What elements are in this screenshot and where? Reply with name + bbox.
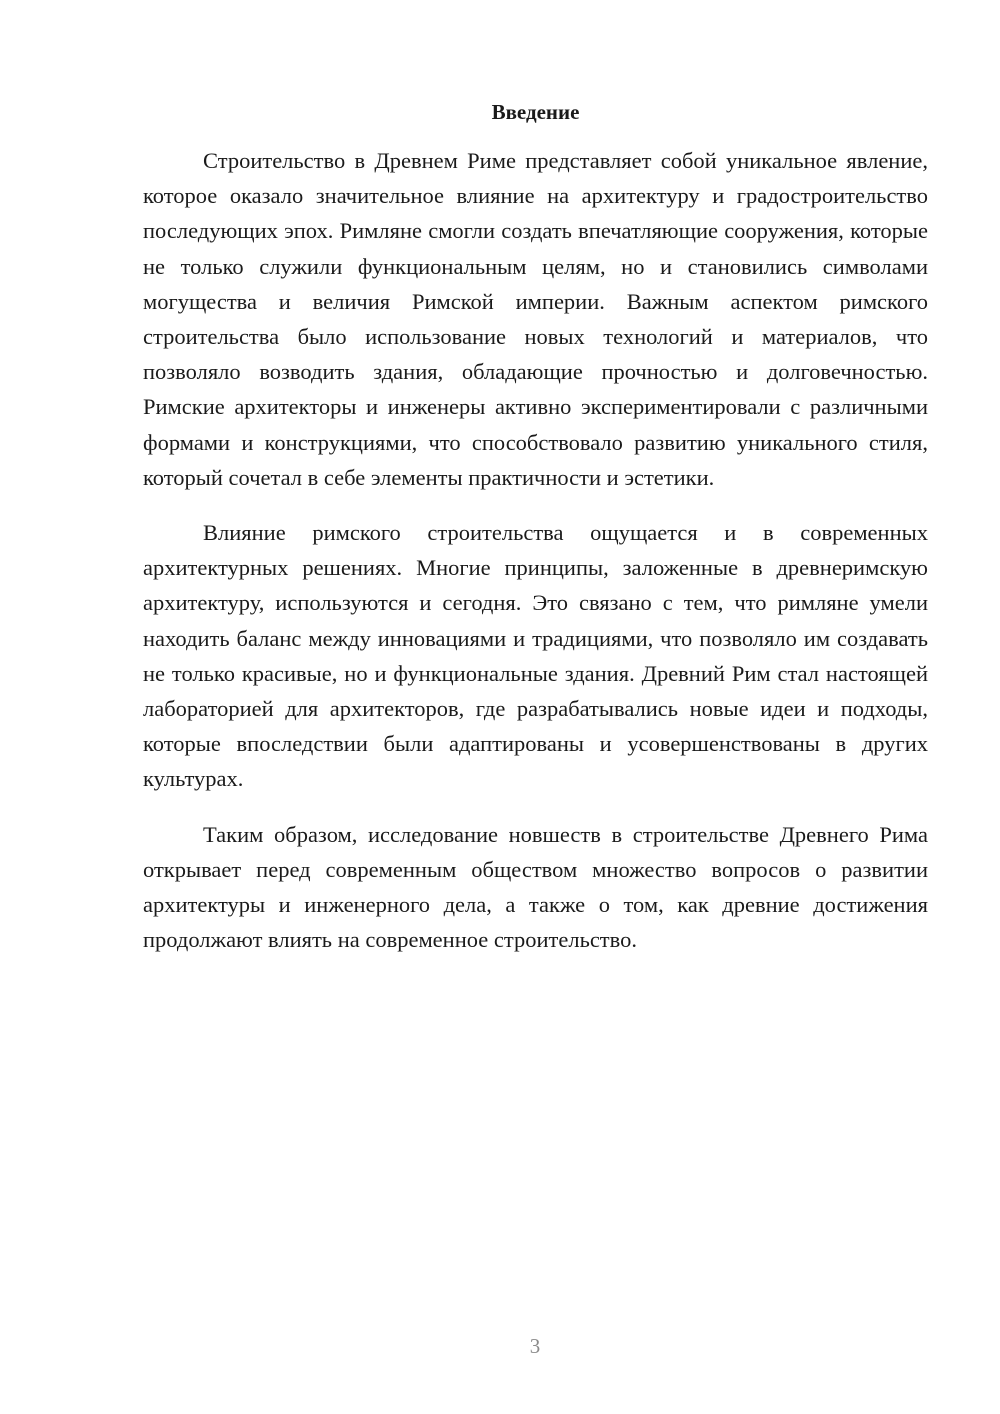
paragraph: Таким образом, исследование новшеств в строительстве Древнего Рима открывает перед современным обществом множество вопросов о развитии архитектуры и инженерного дела, а также о том, как древние достижения продолжают влиять на современное строительство. (143, 821, 928, 953)
body-text (143, 143, 928, 957)
page-title: Введение (491, 100, 580, 124)
paragraph: Строительство в Древнем Риме представляет собой уникальное явление, которое оказало значительное влияние на архитектуру и градостроительство последующих эпох. Римляне смогли создать впечатляющие сооружения, которые не только служили функциональным целям, но и становились символами могущества и величия Римской империи. Важным аспектом римского строительства было использование новых технологий и материалов, что позволяло возводить здания, обладающие прочностью и долговечностью. Римские архитекторы и инженеры активно экспериментировали с различными формами и конструкциями, что способствовало развитию уникального стиля, который сочетал в себе элементы практичности и эстетики. (143, 148, 928, 490)
paragraph: Влияние римского строительства ощущается и в современных архитектурных решениях. Многие принципы, заложенные в древнеримскую архитектуру, используются и сегодня. Это связано с тем, что римляне умели находить баланс между инновациями и традициями, что позволяло им создавать не только красивые, но и функциональные здания. Древний Рим стал настоящей лабораторией для архитекторов, где разрабатывались новые идеи и подходы, которые впоследствии были адаптированы и усовершенствованы в других культурах. (143, 520, 928, 792)
page-number: 3 (529, 1334, 541, 1358)
